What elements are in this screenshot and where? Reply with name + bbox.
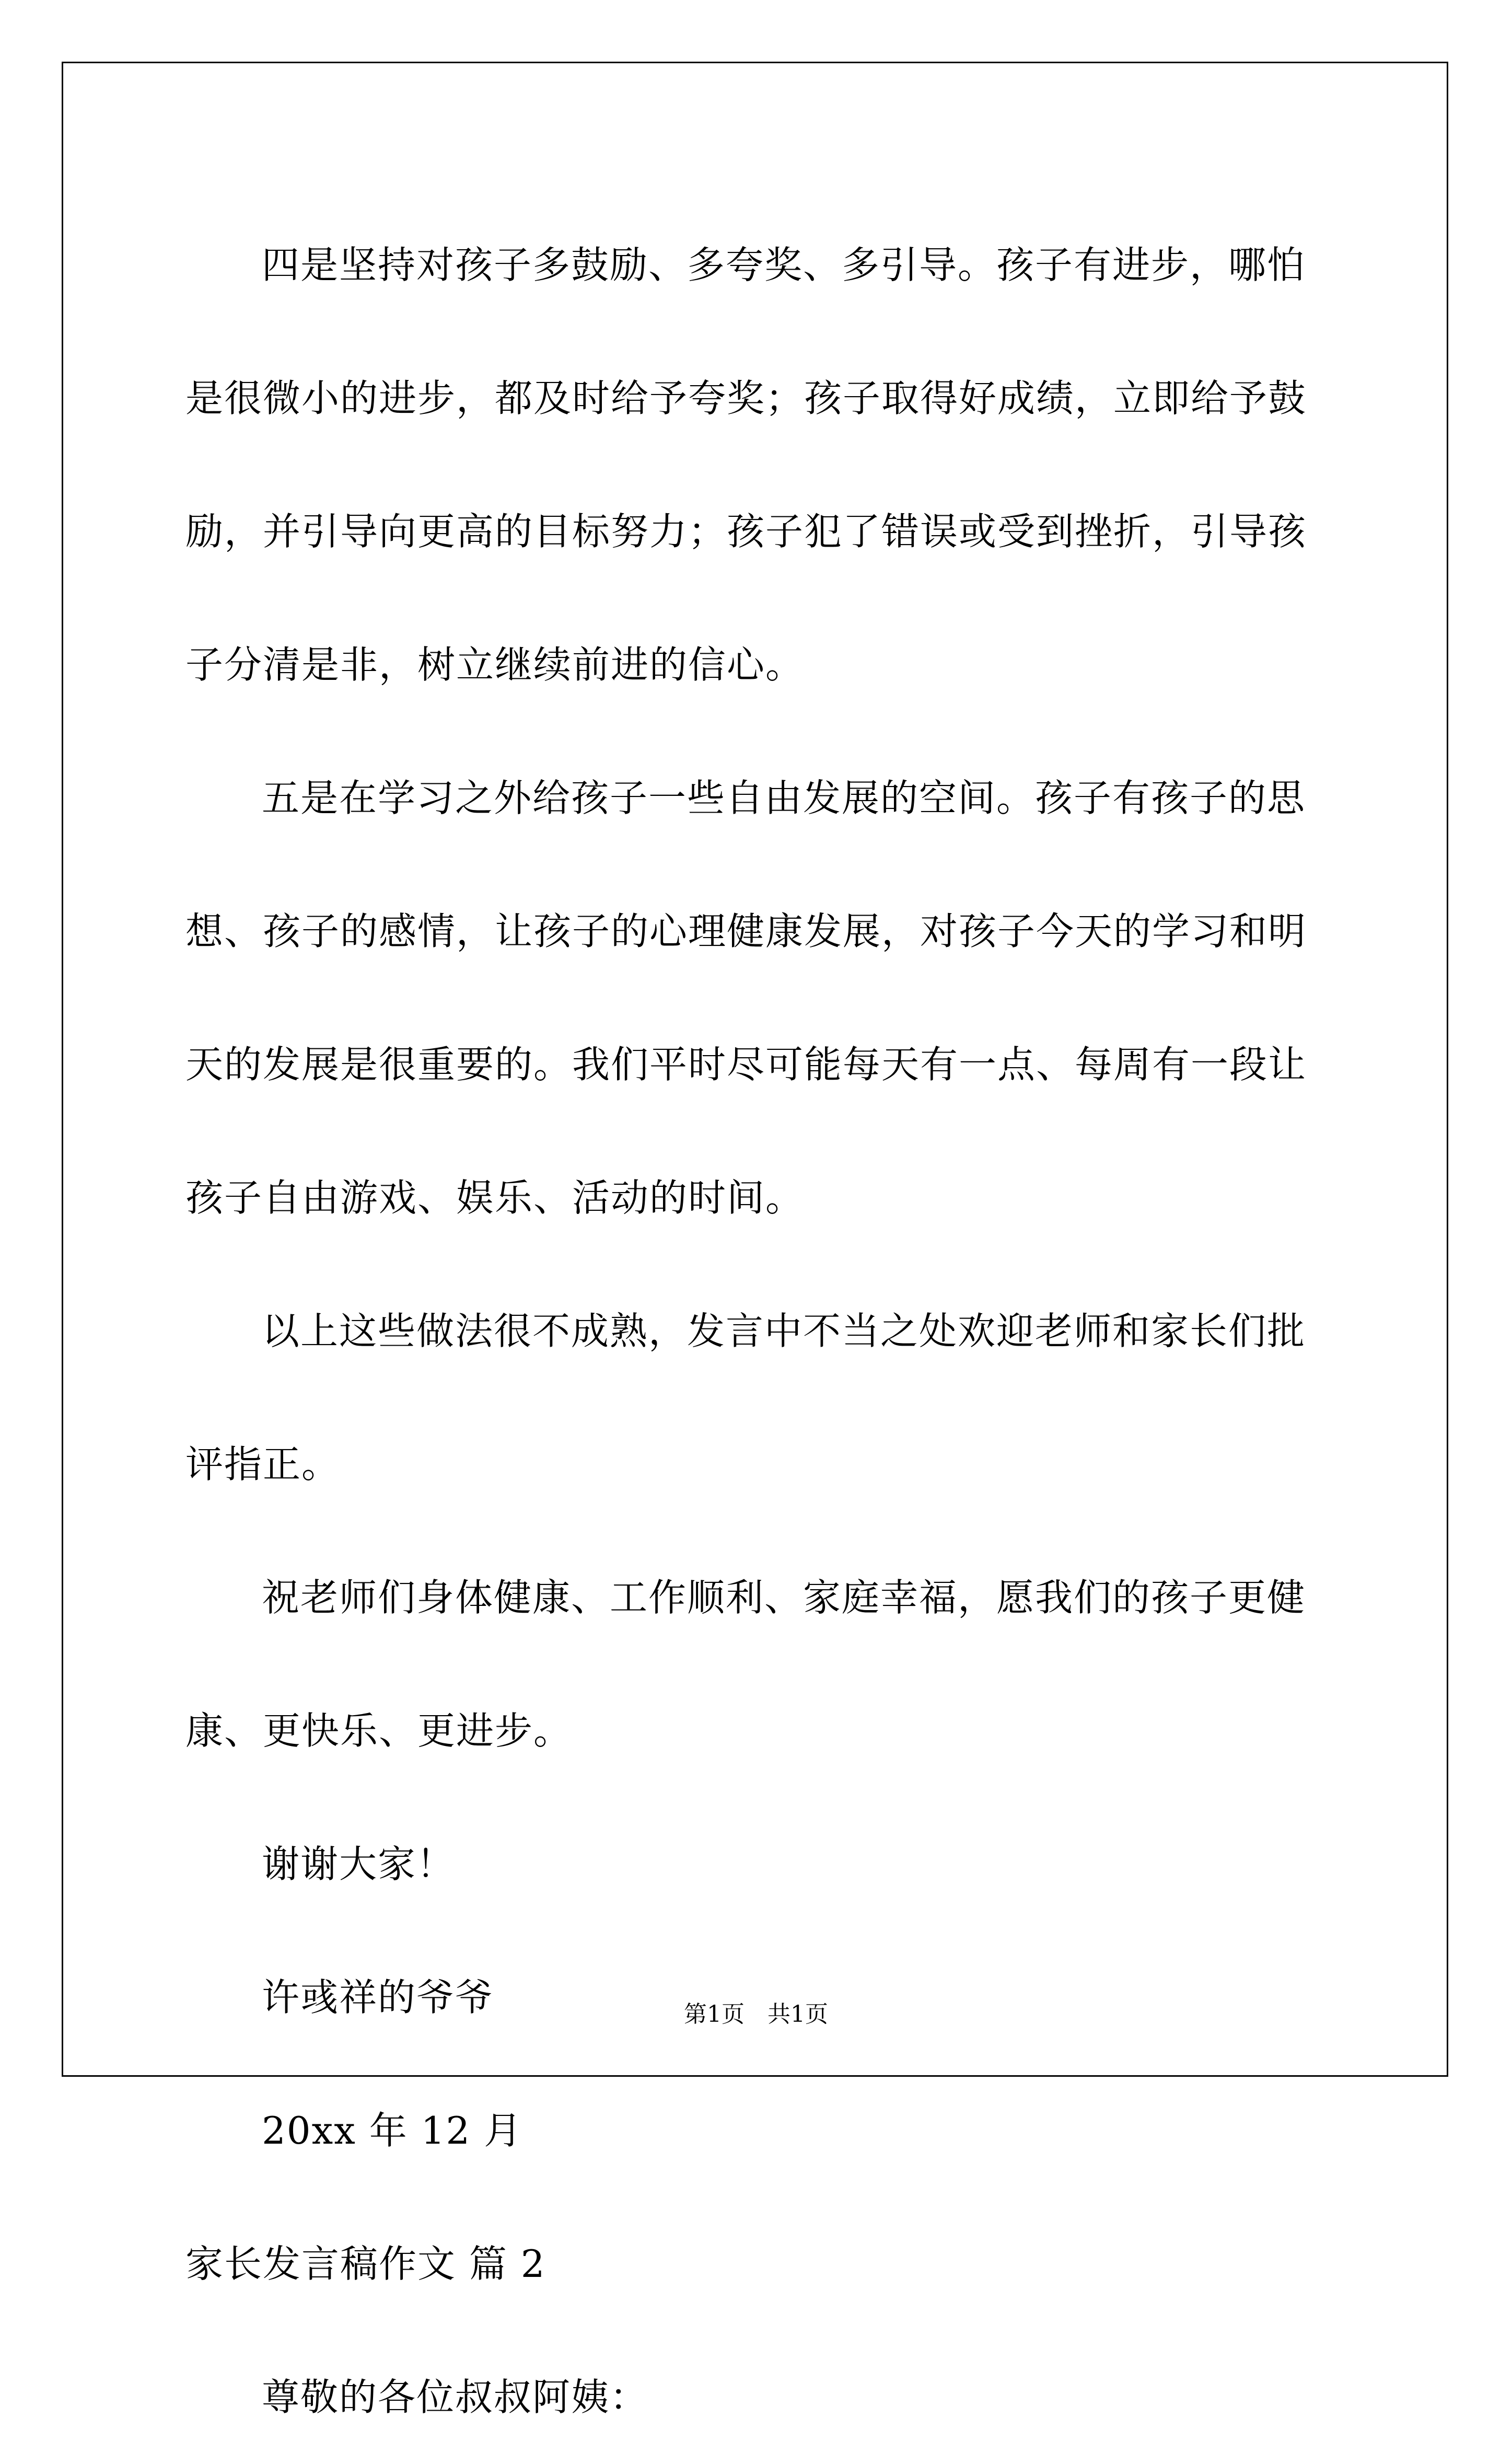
paragraph-thanks: 谢谢大家！ — [262, 1842, 456, 1886]
section-heading: 家长发言稿作文 篇 2 — [185, 2242, 546, 2286]
paragraph-humble-note: 以上这些做法很不成熟，发言中不当之处欢迎老师和家长们批评指正。 — [185, 1309, 1306, 1486]
document-body — [185, 199, 1335, 2464]
paragraph-encourage: 四是坚持对孩子多鼓励、多夸奖、多引导。孩子有进步，哪怕是很微小的进步，都及时给予夸奖；孩子取得好成绩，立即给予鼓励，并引导向更高的目标努力；孩子犯了错误或受到挫折，引导孩子分清是非，树立继续前进的信心。 — [185, 243, 1307, 687]
paragraph-wishes: 祝老师们身体健康、工作顺利、家庭幸福，愿我们的孩子更健康、更快乐、更进步。 — [185, 1576, 1306, 1753]
signature-date: 20xx 年 12 月 — [262, 2109, 523, 2153]
page-footer: 第1页 共1页 — [684, 2001, 828, 2028]
paragraph-free-space: 五是在学习之外给孩子一些自由发展的空间。孩子有孩子的思想、孩子的感情，让孩子的心理健康发展，对孩子今天的学习和明天的发展是很重要的。我们平时尽可能每天有一点、每周有一段让孩子自由游戏、娱乐、活动的时间。 — [185, 776, 1307, 1220]
salutation: 尊敬的各位叔叔阿姨： — [262, 2375, 649, 2419]
signature-name: 许彧祥的爷爷 — [262, 1975, 494, 2019]
